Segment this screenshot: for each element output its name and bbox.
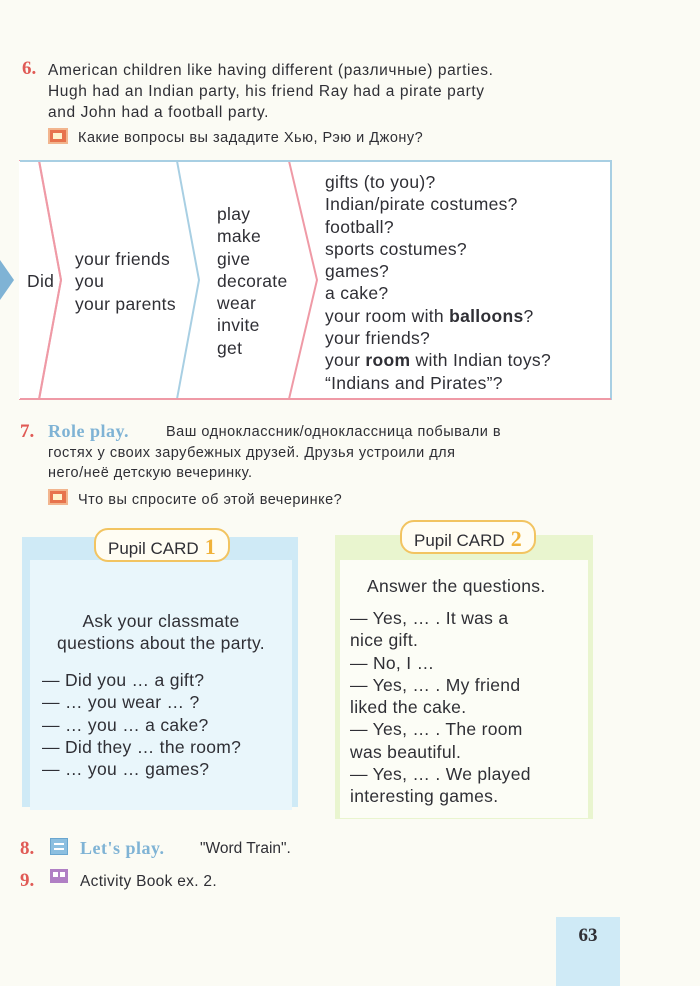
exercise-6-number: 6. bbox=[22, 58, 37, 79]
pupil-card-1-questions bbox=[42, 669, 241, 780]
table-col-verbs bbox=[217, 203, 288, 359]
table-cell: your parents bbox=[75, 293, 176, 314]
list-item: was beautiful. bbox=[350, 741, 462, 762]
table-cell: invite bbox=[217, 315, 260, 336]
text-line: and John had a football party. bbox=[48, 104, 270, 121]
activity-book-icon bbox=[50, 869, 68, 883]
table-cell: “Indians and Pirates”? bbox=[325, 372, 503, 393]
cell-text: your room with bbox=[325, 305, 450, 326]
exercise-7-number: 7. bbox=[20, 421, 35, 442]
table-col-objects bbox=[325, 171, 551, 394]
list-item: nice gift. bbox=[350, 630, 419, 651]
pupil-card-2-answers bbox=[350, 607, 531, 808]
pupil-card-2-badge bbox=[400, 520, 536, 554]
badge-label: Pupil CARD bbox=[108, 539, 199, 558]
table-cell: decorate bbox=[217, 270, 288, 291]
table-cell: give bbox=[217, 248, 251, 269]
table-cell: games? bbox=[325, 261, 390, 282]
table-col-subjects bbox=[75, 248, 176, 315]
table-cell: your friends? bbox=[325, 328, 431, 349]
table-cell: get bbox=[217, 337, 243, 358]
game-icon bbox=[50, 838, 68, 855]
table-cell: play bbox=[217, 204, 251, 224]
exercise-7-line: Ваш одноклассник/одноклассница побывали в bbox=[166, 424, 502, 440]
table-cell bbox=[325, 349, 551, 371]
substitution-table bbox=[19, 160, 612, 400]
table-cell: wear bbox=[217, 293, 257, 314]
row-marker-icon bbox=[0, 260, 14, 300]
text-line: American children like having different (различные) parties. bbox=[48, 62, 494, 79]
list-item: — Yes, … . The room bbox=[350, 719, 523, 740]
list-item: — … you … a cake? bbox=[42, 714, 209, 735]
table-cell bbox=[325, 305, 551, 327]
exercise-8-number: 8. bbox=[20, 838, 35, 859]
exercise-9-text: Activity Book ex. 2. bbox=[80, 873, 217, 890]
cell-text: with Indian toys? bbox=[410, 350, 551, 371]
exercise-8-text: "Word Train". bbox=[200, 840, 291, 857]
table-cell: you bbox=[75, 271, 105, 292]
exercise-9-number: 9. bbox=[20, 870, 35, 891]
table-cell: Indian/pirate costumes? bbox=[325, 194, 518, 215]
table-cell: football? bbox=[325, 216, 394, 237]
table-cell: sports costumes? bbox=[325, 238, 467, 259]
cell-bold-word: balloons bbox=[449, 305, 524, 326]
table-col-subject-aux bbox=[27, 270, 54, 292]
intro-line: Ask your classmate bbox=[82, 611, 240, 631]
table-cell: a cake? bbox=[325, 283, 389, 304]
badge-number: 2 bbox=[510, 526, 522, 551]
exercise-7-line: гостях у своих зарубежных друзей. Друзья устроили для bbox=[48, 445, 456, 461]
cell-text: ? bbox=[523, 305, 534, 326]
list-item: liked the cake. bbox=[350, 697, 467, 718]
task-flag-icon bbox=[48, 489, 68, 505]
table-cell: gifts (to you)? bbox=[325, 172, 436, 192]
list-item: — … you … games? bbox=[42, 759, 210, 780]
list-item: interesting games. bbox=[350, 786, 499, 807]
intro-line: questions about the party. bbox=[57, 633, 265, 654]
list-item: — Yes, … . We played bbox=[350, 764, 531, 785]
exercise-7-question: Что вы спросите об этой вечеринке? bbox=[78, 492, 343, 508]
exercise-6-question: Какие вопросы вы зададите Хью, Рэю и Джону? bbox=[78, 130, 424, 146]
list-item: — No, I … bbox=[350, 652, 435, 673]
list-item: — Yes, … . It was a bbox=[350, 608, 509, 628]
exercise-7-title: Role play. bbox=[48, 421, 130, 441]
exercise-6-text bbox=[48, 60, 588, 123]
text-line: Hugh had an Indian party, his friend Ray had a pirate party bbox=[48, 83, 485, 100]
table-cell: Did bbox=[27, 271, 55, 291]
pupil-card-1-badge bbox=[94, 528, 230, 562]
table-cell: your friends bbox=[75, 249, 171, 269]
list-item: — Yes, … . My friend bbox=[350, 674, 521, 695]
list-item: — Did they … the room? bbox=[42, 736, 242, 757]
cell-bold-word: room bbox=[365, 350, 411, 371]
table-cell: make bbox=[217, 226, 261, 247]
task-flag-icon bbox=[48, 128, 68, 144]
list-item: — Did you … a gift? bbox=[42, 670, 205, 690]
page-number: 63 bbox=[578, 925, 598, 946]
exercise-8-title: Let's play. bbox=[80, 838, 165, 858]
pupil-card-2-intro: Answer the questions. bbox=[367, 576, 546, 596]
page-number-tab bbox=[556, 917, 620, 986]
list-item: — … you wear … ? bbox=[42, 692, 200, 713]
badge-number: 1 bbox=[204, 534, 216, 559]
cell-text: your bbox=[325, 350, 366, 371]
pupil-card-1-intro bbox=[30, 610, 292, 655]
badge-label: Pupil CARD bbox=[414, 531, 505, 550]
exercise-7-line: него/неё детскую вечеринку. bbox=[48, 465, 253, 481]
